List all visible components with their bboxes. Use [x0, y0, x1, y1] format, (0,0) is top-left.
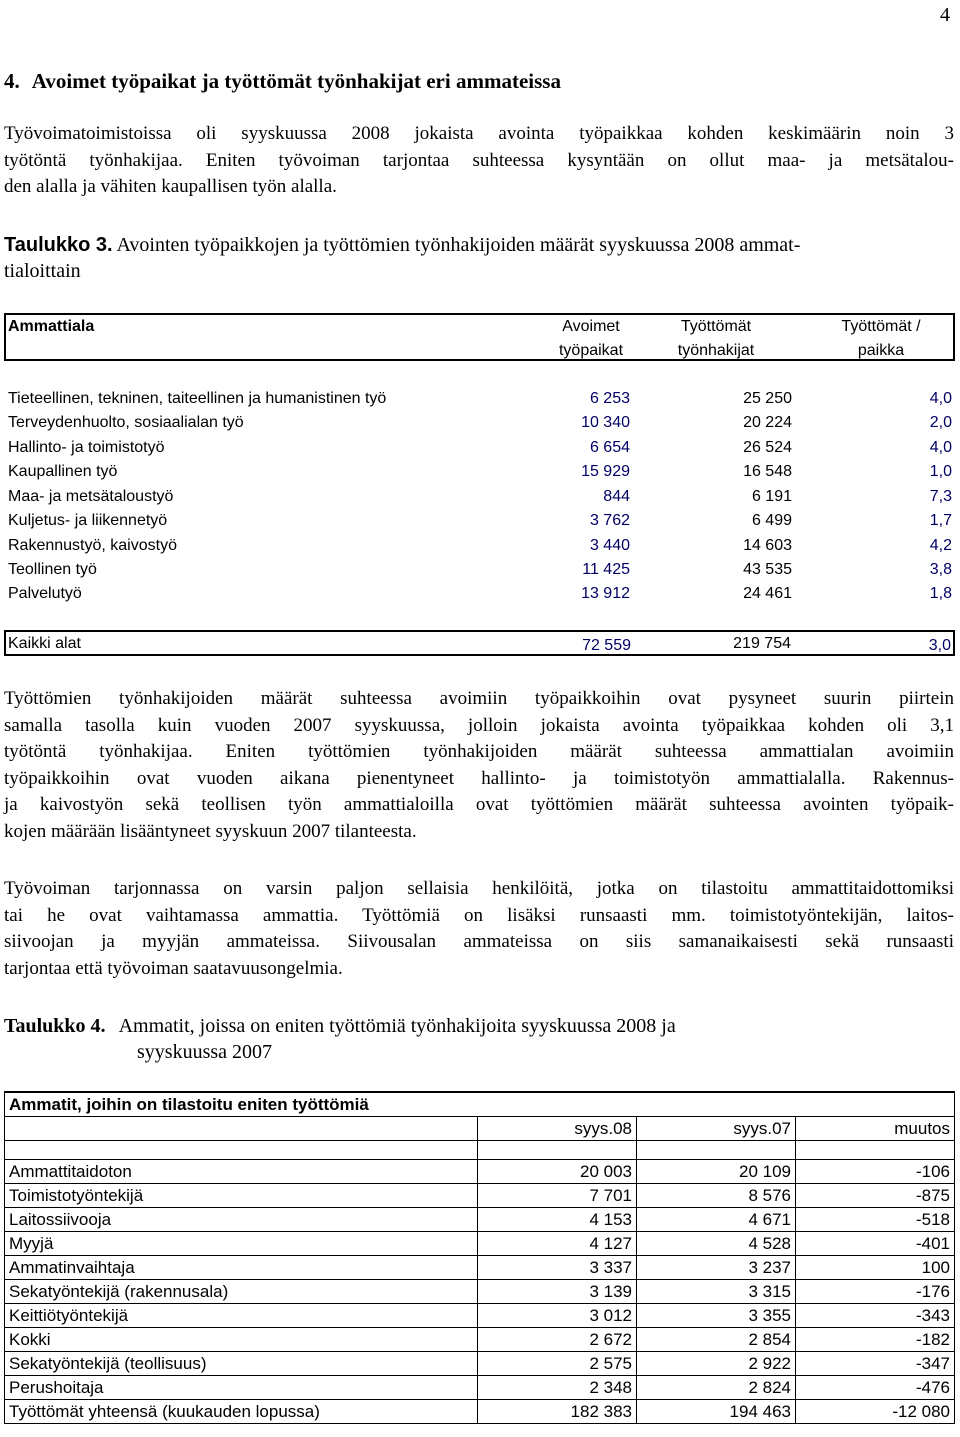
- value-syys07: 8 576: [637, 1184, 796, 1208]
- row-label: Perushoitaja: [5, 1376, 478, 1400]
- table4-label: Taulukko 4.: [4, 1015, 106, 1037]
- table4-title: Ammatit, joihin on tilastoitu eniten työttömiä: [5, 1092, 955, 1117]
- table4-header-empty: [5, 1117, 478, 1141]
- paragraph-line: ja kaivostyön sekä teollisen työn ammattialoilla ovat työttömien määrät suhteessa avointen työpaik-: [4, 794, 954, 815]
- unemployed: 26 524: [743, 439, 792, 456]
- ratio: 1,0: [929, 463, 952, 480]
- value-change: -182: [796, 1328, 955, 1352]
- table4-header-syys08: syys.08: [478, 1117, 637, 1141]
- value-syys07: 3 355: [637, 1304, 796, 1328]
- ratio: 1,8: [929, 585, 952, 602]
- open-jobs: 13 912: [581, 585, 630, 602]
- table-row: [8, 582, 954, 606]
- paragraph-line: samalla tasolla kuin vuoden 2007 syyskuussa, jolloin jokaista avointa työpaikkaa kohden oli 3,1: [4, 714, 954, 736]
- row-label: Maa- ja metsätaloustyö: [8, 488, 174, 505]
- total-label: Kaikki alat: [8, 635, 81, 652]
- page-number: 4: [940, 4, 950, 26]
- ratio: 7,3: [929, 488, 952, 505]
- table-row: [5, 1280, 955, 1304]
- value-change: -343: [796, 1304, 955, 1328]
- table3-header-unemployed-l2: työnhakijat: [677, 342, 755, 359]
- table-row: [5, 1304, 955, 1328]
- value-syys07: 3 315: [637, 1280, 796, 1304]
- open-jobs: 6 654: [589, 439, 630, 456]
- paragraph-line: Työvoiman tarjonnassa on varsin paljon sellaisia henkilöitä, jotka on tilastoitu ammattitaidottomiksi: [4, 878, 954, 899]
- unemployed: 43 535: [743, 561, 792, 578]
- table3-caption-line1: Avointen työpaikkojen ja työttömien työnhakijoiden määrät syyskuussa 2008 ammat-: [116, 234, 801, 256]
- total-unemployed: 219 754: [733, 635, 791, 652]
- table4: [4, 1091, 955, 1424]
- value-syys08: 2 575: [478, 1352, 637, 1376]
- spacer-cell: [478, 1141, 637, 1160]
- unemployed: 25 250: [743, 390, 792, 407]
- intro-paragraph: [4, 121, 954, 201]
- row-label: Terveydenhuolto, sosiaalialan työ: [8, 414, 244, 431]
- ratio: 4,2: [929, 537, 952, 554]
- section-title-text: Avoimet työpaikat ja työttömät työnhakijat eri ammateissa: [31, 69, 561, 93]
- value-syys08: 2 672: [478, 1328, 637, 1352]
- table-row: [5, 1328, 955, 1352]
- table-row: [8, 558, 954, 582]
- value-syys08: 3 337: [478, 1256, 637, 1280]
- value-syys07: 4 528: [637, 1232, 796, 1256]
- table4-caption-line2: syyskuussa 2007: [137, 1041, 273, 1063]
- table3-header: [4, 313, 955, 361]
- table-row: [8, 411, 954, 435]
- value-syys07: 20 109: [637, 1160, 796, 1184]
- table4-spacer: [5, 1141, 955, 1160]
- spacer-cell: [637, 1141, 796, 1160]
- value-syys08: 4 127: [478, 1232, 637, 1256]
- table-row: [8, 436, 954, 460]
- unemployed: 14 603: [743, 537, 792, 554]
- value-syys07: 2 824: [637, 1376, 796, 1400]
- paragraph-line: siivoojan ja myyjän ammateissa. Siivousalan ammateissa on siis samanaikaisesti sekä runsaasti: [4, 931, 954, 952]
- total-ratio: 3,0: [928, 637, 951, 654]
- row-label: Myyjä: [5, 1232, 478, 1256]
- value-change: -176: [796, 1280, 955, 1304]
- value-syys08: 2 348: [478, 1376, 637, 1400]
- table3-header-open-l2: työpaikat: [558, 342, 624, 359]
- row-label: Tieteellinen, tekninen, taiteellinen ja humanistinen työ: [8, 390, 387, 407]
- value-syys08: 3 139: [478, 1280, 637, 1304]
- table3-header-open-l1: Avoimet: [562, 318, 620, 335]
- table-row: [5, 1376, 955, 1400]
- table-row: [5, 1256, 955, 1280]
- table4-header-muutos: muutos: [796, 1117, 955, 1141]
- value-syys08: 20 003: [478, 1160, 637, 1184]
- value-syys08: 4 153: [478, 1208, 637, 1232]
- intro-line: den alalla ja vähiten kaupallisen työn alalla.: [4, 176, 337, 197]
- value-syys07: 3 237: [637, 1256, 796, 1280]
- table-row: [5, 1160, 955, 1184]
- open-jobs: 11 425: [582, 561, 630, 578]
- unemployed: 6 499: [751, 512, 792, 529]
- row-label: Sekatyöntekijä (rakennusala): [5, 1280, 478, 1304]
- table4-caption: [4, 1013, 954, 1065]
- row-label: Kuljetus- ja liikennetyö: [8, 512, 168, 529]
- table4-title-row: [5, 1092, 955, 1117]
- paragraph-3: [4, 876, 954, 982]
- value-change: -875: [796, 1184, 955, 1208]
- row-label: Palvelutyö: [8, 585, 82, 602]
- table4-caption-line1: Ammatit, joissa on eniten työttömiä työnhakijoita syyskuussa 2008 ja: [118, 1015, 676, 1037]
- table4-total-row: [5, 1400, 955, 1424]
- paragraph-2: [4, 686, 954, 845]
- table4-header-syys07: syys.07: [637, 1117, 796, 1141]
- table3-total-row: [4, 630, 955, 656]
- open-jobs: 3 762: [589, 512, 630, 529]
- table-row: [8, 534, 954, 558]
- value-syys08: 3 012: [478, 1304, 637, 1328]
- unemployed: 6 191: [751, 488, 792, 505]
- table-row: [8, 460, 954, 484]
- ratio: 3,8: [929, 561, 952, 578]
- row-label: Sekatyöntekijä (teollisuus): [5, 1352, 478, 1376]
- total-label: Työttömät yhteensä (kuukauden lopussa): [5, 1400, 478, 1424]
- table-row: [8, 485, 954, 509]
- value-change: 100: [796, 1256, 955, 1280]
- row-label: Rakennustyö, kaivostyö: [8, 537, 177, 554]
- table3-caption-line2: tialoittain: [4, 260, 81, 282]
- total-change: -12 080: [796, 1400, 955, 1424]
- table-row: [5, 1184, 955, 1208]
- ratio: 2,0: [929, 414, 952, 431]
- value-change: -518: [796, 1208, 955, 1232]
- table3-header-unemployed-l1: Työttömät: [680, 318, 752, 335]
- unemployed: 16 548: [743, 463, 792, 480]
- table3-label: Taulukko 3.: [4, 234, 113, 256]
- ratio: 1,7: [929, 512, 952, 529]
- row-label: Teollinen työ: [8, 561, 97, 578]
- total-row-content: [8, 632, 951, 656]
- spacer-cell: [796, 1141, 955, 1160]
- value-syys07: 2 854: [637, 1328, 796, 1352]
- table3-caption: [4, 232, 954, 284]
- intro-line: työtöntä työnhakijaa. Eniten työvoiman tarjontaa suhteessa kysyntään on ollut maa- ja metsätalou-: [4, 149, 954, 171]
- table-row: [5, 1232, 955, 1256]
- open-jobs: 10 340: [581, 414, 630, 431]
- unemployed: 20 224: [743, 414, 792, 431]
- paragraph-line: Työttömien työnhakijoiden määrät suhteessa avoimiin työpaikkoihin ovat pysyneet suurin piirtein: [4, 688, 954, 709]
- intro-line: Työvoimatoimistoissa oli syyskuussa 2008 jokaista avointa työpaikkaa kohden keskimäärin noin 3: [4, 123, 954, 144]
- open-jobs: 844: [603, 488, 630, 505]
- open-jobs: 15 929: [581, 463, 630, 480]
- row-label: Keittiötyöntekijä: [5, 1304, 478, 1328]
- open-jobs: 6 253: [589, 390, 630, 407]
- row-label: Ammattitaidoton: [5, 1160, 478, 1184]
- row-label: Laitossiivooja: [5, 1208, 478, 1232]
- table-row: [8, 387, 954, 411]
- paragraph-line: työpaikkoihin ovat vuoden aikana pienentyneet hallinto- ja toimistotyön ammattialalla. Rakennus-: [4, 767, 954, 789]
- paragraph-line: tai he ovat vaihtamassa ammattia. Työttömiä on lisäksi runsaasti mm. toimistotyöntekijän, laitos-: [4, 904, 954, 926]
- table3-header-ratio-l2: paikka: [857, 342, 905, 359]
- table-row: [8, 509, 954, 533]
- spacer-cell: [5, 1141, 478, 1160]
- table3-header-ratio-l1: Työttömät /: [841, 318, 921, 335]
- open-jobs: 3 440: [589, 537, 630, 554]
- paragraph-line: tarjontaa että työvoiman saatavuusongelmia.: [4, 957, 343, 979]
- row-label: Hallinto- ja toimistotyö: [8, 439, 165, 456]
- section-number: 4.: [4, 69, 20, 93]
- row-label: Kokki: [5, 1328, 478, 1352]
- value-change: -347: [796, 1352, 955, 1376]
- value-syys07: 2 922: [637, 1352, 796, 1376]
- ratio: 4,0: [929, 439, 952, 456]
- row-label: Toimistotyöntekijä: [5, 1184, 478, 1208]
- table-row: [5, 1352, 955, 1376]
- unemployed: 24 461: [743, 585, 792, 602]
- table3-header-occupation: Ammattiala: [8, 318, 95, 335]
- value-change: -476: [796, 1376, 955, 1400]
- value-syys08: 7 701: [478, 1184, 637, 1208]
- value-change: -106: [796, 1160, 955, 1184]
- value-syys07: 4 671: [637, 1208, 796, 1232]
- total-syys08: 182 383: [478, 1400, 637, 1424]
- row-label: Kaupallinen työ: [8, 463, 118, 480]
- table4-header-row: [5, 1117, 955, 1141]
- row-label: Ammatinvaihtaja: [5, 1256, 478, 1280]
- table-row: [5, 1208, 955, 1232]
- total-syys07: 194 463: [637, 1400, 796, 1424]
- section-title: [4, 69, 561, 94]
- total-open-jobs: 72 559: [582, 637, 631, 654]
- paragraph-line: kojen määrään lisääntyneet syyskuun 2007 tilanteesta.: [4, 820, 417, 842]
- paragraph-line: työtöntä työnhakijaa. Eniten työttömien työnhakijoiden määrät suhteessa ammattialan avoimiin: [4, 741, 954, 762]
- ratio: 4,0: [929, 390, 952, 407]
- value-change: -401: [796, 1232, 955, 1256]
